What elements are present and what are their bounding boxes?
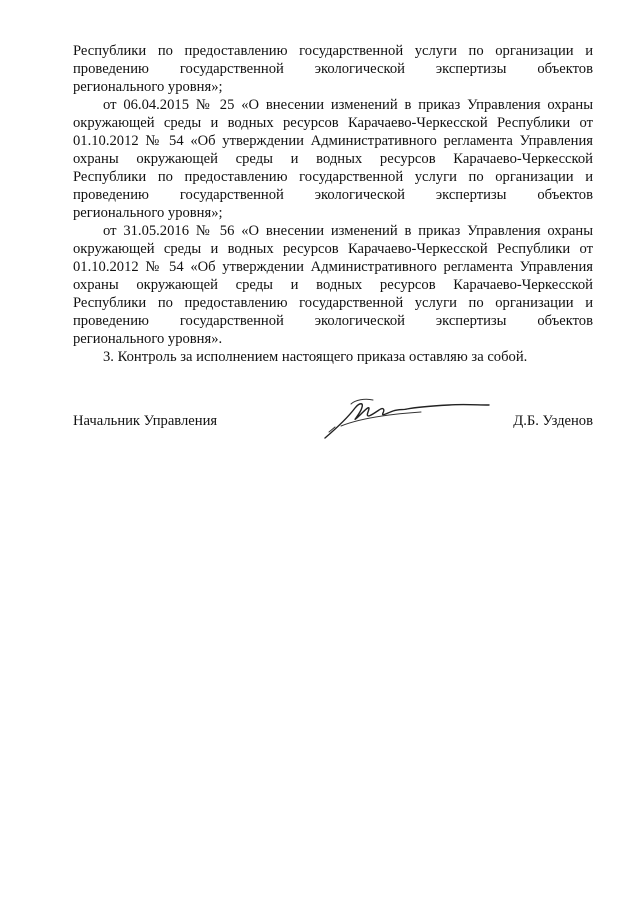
text-line: охраны окружающей среды и водных ресурсов Карачаево-Черкесской	[73, 277, 593, 293]
text-line: окружающей среды и водных ресурсов Карачаево-Черкесской Республики от	[73, 115, 593, 131]
text-line: от 06.04.2015 № 25 «О внесении изменений в приказ Управления охраны	[103, 97, 593, 113]
text-line: проведению государственной экологической экспертизы объектов	[73, 313, 593, 329]
text-line: регионального уровня»;	[73, 205, 223, 221]
text-line: окружающей среды и водных ресурсов Карачаево-Черкесской Республики от	[73, 241, 593, 257]
text-line: 01.10.2012 № 54 «Об утверждении Административного регламента Управления	[73, 259, 593, 275]
text-line: от 31.05.2016 № 56 «О внесении изменений в приказ Управления охраны	[103, 223, 593, 239]
text-line: проведению государственной экологической экспертизы объектов	[73, 187, 593, 203]
signer-title: Начальник Управления	[73, 413, 218, 429]
signature-block	[73, 412, 593, 442]
text-line: регионального уровня»;	[73, 79, 223, 95]
document-body	[73, 42, 593, 366]
text-line: Республики по предоставлению государственной услуги по организации и	[73, 169, 593, 185]
text-line: регионального уровня».	[73, 331, 223, 347]
handwritten-signature	[321, 396, 491, 440]
text-line: 3. Контроль за исполнением настоящего приказа оставляю за собой.	[103, 349, 528, 365]
text-line: 01.10.2012 № 54 «Об утверждении Административного регламента Управления	[73, 133, 593, 149]
signer-name: Д.Б. Узденов	[513, 413, 593, 429]
text-line: охраны окружающей среды и водных ресурсов Карачаево-Черкесской	[73, 151, 593, 167]
text-line: Республики по предоставлению государственной услуги по организации и	[73, 43, 593, 59]
text-line: проведению государственной экологической экспертизы объектов	[73, 61, 593, 77]
text-line: Республики по предоставлению государственной услуги по организации и	[73, 295, 593, 311]
